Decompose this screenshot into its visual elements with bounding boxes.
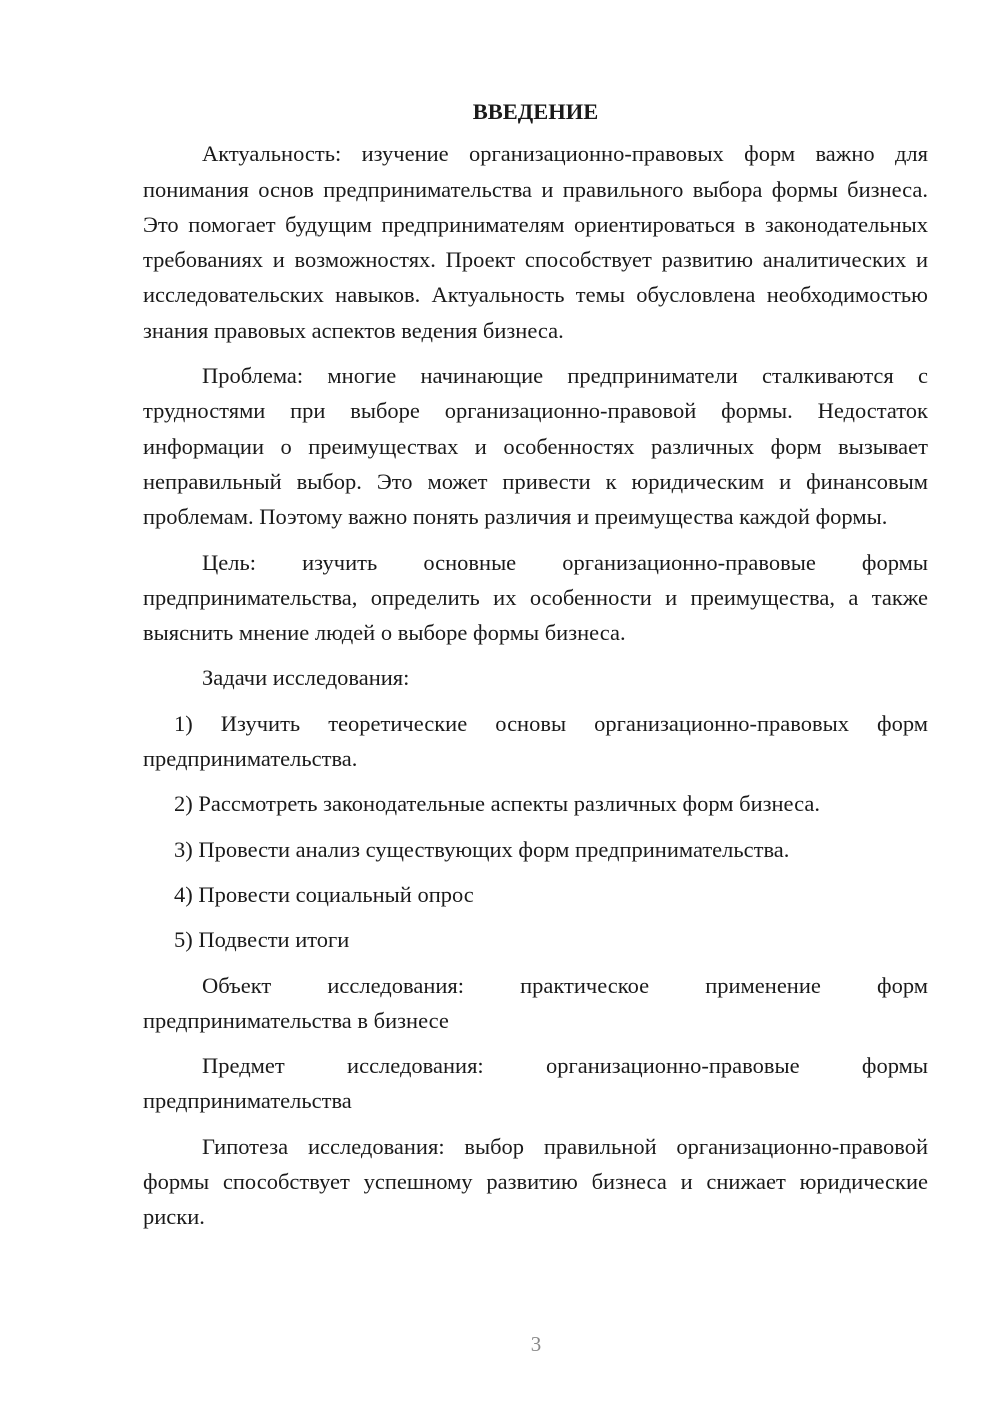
- tasks-heading: Задачи исследования:: [202, 665, 410, 691]
- section-title: ВВЕДЕНИЕ: [472, 99, 599, 124]
- document-body: [143, 94, 928, 1245]
- hypothesis-paragraph: Гипотеза исследования: выбор правильной организационно-правовой формы способствует успешному развитию бизнеса и снижает юридические риски.: [143, 1133, 928, 1230]
- relevance-paragraph: Актуальность: изучение организационно-правовых форм важно для понимания основ предпринимательства и правильного выбора формы бизнеса. Это помогает будущим предпринимателям ориентироваться в законодательных требованиях и возможностях. Проект способствует развитию аналитических и исследовательских навыков. Актуальность темы обусловлена необходимостью знания правовых аспектов ведения бизнеса.: [143, 141, 928, 343]
- task-item-1: 1) Изучить теоретические основы организационно-правовых форм предпринимательства.: [143, 710, 928, 772]
- subject-paragraph: Предмет исследования: организационно-правовые формы предпринимательства: [143, 1053, 928, 1114]
- task-item-3: 3) Провести анализ существующих форм предпринимательства.: [174, 836, 790, 862]
- object-paragraph: Объект исследования: практическое применение форм предпринимательства в бизнесе: [143, 972, 928, 1033]
- page-number: 3: [530, 1332, 542, 1356]
- task-item-4: 4) Провести социальный опрос: [174, 881, 474, 907]
- task-item-5: 5) Подвести итоги: [174, 927, 350, 953]
- goal-paragraph: Цель: изучить основные организационно-правовые формы предпринимательства, определить их особенности и преимущества, а также выяснить мнение людей о выборе формы бизнеса.: [143, 549, 928, 646]
- task-item-2: 2) Рассмотреть законодательные аспекты различных форм бизнеса.: [174, 791, 820, 817]
- problem-paragraph: Проблема: многие начинающие предприниматели сталкиваются с трудностями при выборе организационно-правовой формы. Недостаток информации о преимуществах и особенностях различных форм вызывает неправильный выбор. Это может привести к юридическим и финансовым проблемам. Поэтому важно понять различия и преимущества каждой формы.: [143, 363, 928, 530]
